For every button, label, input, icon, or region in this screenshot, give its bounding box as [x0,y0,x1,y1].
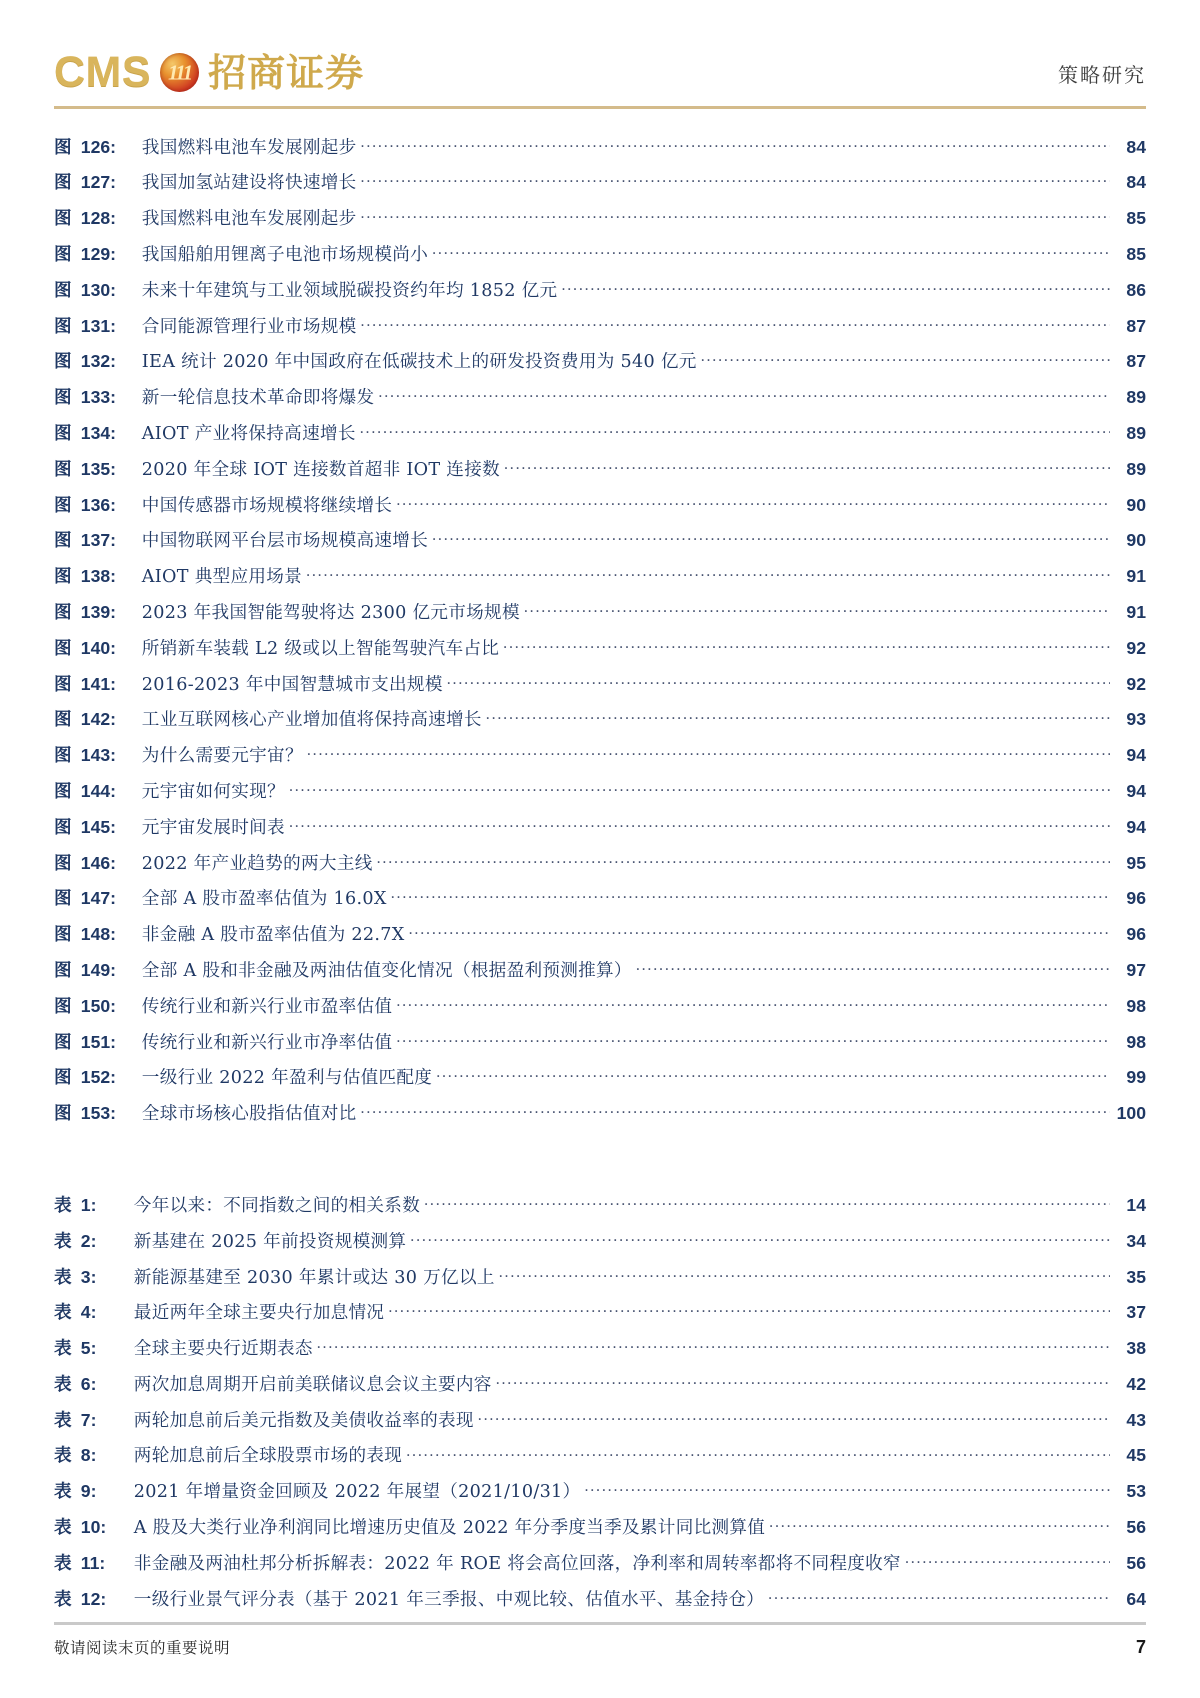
figure-list-entry-title: 工业互联网核心产业增加值将保持高速增长 [141,710,482,731]
dot-leader [378,386,1110,404]
table-list-entry-title: 新能源基建至 2030 年累计或达 30 万亿以上 [133,1267,495,1288]
table-list-entry-title: 2021 年增量资金回顾及 2022 年展望（2021/10/31） [133,1482,581,1503]
figure-list-entry-label: 图 [54,566,72,588]
table-list-entry-page-number: 42 [1126,1373,1146,1394]
table-list-entry-label: 表 [54,1517,72,1539]
figure-list-entry-page-number: 87 [1126,315,1146,336]
table-list-entry-label: 表 [54,1552,72,1574]
figure-list-entry-number: 128: [80,208,117,229]
brand-latin-text: CMS [54,48,152,96]
table-list-entry-label: 表 [54,1266,72,1288]
figure-list-entry-page-number: 96 [1126,924,1146,945]
figure-list-entry-number: 137: [80,530,117,551]
figure-list-entry-label: 图 [54,745,72,767]
dot-leader [410,1229,1110,1247]
figure-list-entry-title: 全部 A 股市盈率估值为 16.0X [141,889,387,910]
figure-list-entry-label: 图 [54,995,72,1017]
figure-list-entry-page-number: 91 [1126,601,1146,622]
table-list-entry-title: 最近两年全球主要央行加息情况 [133,1303,385,1324]
figure-list-entry-label: 图 [54,816,72,838]
table-list-entry-label: 表 [54,1230,72,1252]
figure-list-entry-label: 图 [54,959,72,981]
table-list-entry[interactable] [54,1587,1146,1623]
figure-list-entry-page-number: 90 [1126,494,1146,515]
figure-list-entry-label: 图 [54,601,72,623]
figure-list-entry[interactable] [54,386,1146,422]
figure-list-entry[interactable] [54,672,1146,708]
dot-leader [396,493,1110,511]
dot-leader [432,242,1110,260]
figure-list-entry-page-number: 87 [1126,351,1146,372]
table-list-entry-number: 1: [80,1194,97,1215]
figure-list-entry-page-number: 98 [1126,995,1146,1016]
figure-list-entry-number: 142: [80,709,117,730]
figure-list-entry-label: 图 [54,387,72,409]
dot-leader [701,350,1110,368]
figure-list-entry-number: 129: [80,243,117,264]
figure-list-entry-page-number: 84 [1126,172,1146,193]
figure-list-entry-label: 图 [54,530,72,552]
figure-list-entry-title: 2022 年产业趋势的两大主线 [141,853,373,874]
table-list-entry[interactable] [54,1229,1146,1265]
table-list-entry-page-number: 53 [1126,1481,1146,1502]
figure-list-entry-label: 图 [54,243,72,265]
dot-leader [361,207,1110,225]
table-list-entry-number: 6: [80,1373,97,1394]
table-list-entry-page-number: 56 [1126,1552,1146,1573]
figure-list-entry-number: 143: [80,745,117,766]
figure-list-entry-label: 图 [54,637,72,659]
dot-leader [396,1030,1110,1048]
figure-list-entry-number: 138: [80,566,117,587]
figure-list-entry-title: AIOT 产业将保持高速增长 [141,423,356,444]
figure-list-entry-page-number: 94 [1126,816,1146,837]
table-list-entry[interactable] [54,1551,1146,1587]
dot-leader [307,744,1110,762]
figure-list-entry-number: 132: [80,351,117,372]
table-list-entry-number: 8: [80,1445,97,1466]
figure-list-entry-label: 图 [54,279,72,301]
figure-list-entry-page-number: 97 [1126,959,1146,980]
figure-list-entry[interactable] [54,958,1146,994]
table-list-entry-label: 表 [54,1302,72,1324]
table-list-entry-number: 2: [80,1230,97,1251]
figure-list-section [54,135,1146,1137]
figure-list-entry-title: IEA 统计 2020 年中国政府在低碳技术上的研发投资费用为 540 亿元 [141,352,697,373]
figure-list-entry-page-number: 95 [1126,852,1146,873]
figure-list-entry-number: 141: [80,673,117,694]
figure-list-entry[interactable] [54,636,1146,672]
table-list-entry-title: 两轮加息前后美元指数及美债收益率的表现 [133,1410,474,1431]
figure-list-entry-page-number: 84 [1126,136,1146,157]
figure-list-entry-title: 我国船舶用锂离子电池市场规模尚小 [141,244,429,265]
figure-list-entry-title: AIOT 典型应用场景 [141,567,303,588]
figure-list-entry[interactable] [54,923,1146,959]
table-list-entry-page-number: 43 [1126,1409,1146,1430]
figure-list-entry-label: 图 [54,673,72,695]
figure-list-entry-label: 图 [54,172,72,194]
dot-leader [388,1301,1110,1319]
figure-list-entry-number: 144: [80,780,117,801]
table-list-entry-number: 5: [80,1338,97,1359]
table-list-entry-label: 表 [54,1409,72,1431]
figure-list-entry-page-number: 89 [1126,422,1146,443]
figure-list-entry[interactable] [54,207,1146,243]
figure-list-entry-number: 152: [80,1067,117,1088]
figure-list-entry-label: 图 [54,1103,72,1125]
table-list-entry[interactable] [54,1444,1146,1480]
figure-list-entry-page-number: 89 [1126,458,1146,479]
figure-list-entry[interactable] [54,1102,1146,1138]
figure-list-entry-page-number: 92 [1126,637,1146,658]
table-list-entry-title: 今年以来：不同指数之间的相关系数 [133,1195,421,1216]
figure-list-entry-number: 147: [80,888,117,909]
dot-leader [504,457,1110,475]
table-list-entry-title: 新基建在 2025 年前投资规模测算 [133,1231,407,1252]
brand-logo [54,48,365,98]
figure-list-entry[interactable] [54,851,1146,887]
figure-list-entry-number: 153: [80,1103,117,1124]
figure-list-entry-number: 133: [80,387,117,408]
figure-list-entry-title: 全部 A 股和非金融及两油估值变化情况（根据盈利预测推算） [141,960,632,981]
table-list-entry-page-number: 37 [1126,1302,1146,1323]
figure-list-entry-number: 130: [80,279,117,300]
header-divider [54,106,1146,109]
figure-list-entry-label: 图 [54,780,72,802]
figure-list-entry-title: 传统行业和新兴行业市盈率估值 [141,996,393,1017]
figure-list-entry-label: 图 [54,888,72,910]
figure-list-entry[interactable] [54,278,1146,314]
table-list-entry-label: 表 [54,1338,72,1360]
footer-note: 敬请阅读末页的重要说明 [54,1639,231,1657]
dot-leader [768,1587,1110,1605]
table-list-entry-page-number: 14 [1126,1194,1146,1215]
table-list-entry-title: A 股及大类行业净利润同比增速历史值及 2022 年分季度当季及累计同比测算值 [133,1518,766,1539]
figure-list-entry-label: 图 [54,852,72,874]
department-label: 策略研究 [1058,63,1146,87]
figure-list-entry-page-number: 96 [1126,888,1146,909]
table-list-entry[interactable] [54,1408,1146,1444]
figure-list-entry[interactable] [54,1066,1146,1102]
figure-list-entry[interactable] [54,421,1146,457]
table-list-entry-number: 11: [80,1552,106,1573]
table-list-entry-title: 一级行业景气评分表（基于 2021 年三季报、中观比较、估值水平、基金持仓） [133,1589,765,1610]
table-list-entry-label: 表 [54,1445,72,1467]
figure-list-entry-title: 合同能源管理行业市场规模 [141,316,357,337]
table-list-entry-page-number: 38 [1126,1338,1146,1359]
table-list-entry-number: 10: [80,1517,107,1538]
dot-leader [636,958,1110,976]
table-list-entry[interactable] [54,1337,1146,1373]
figure-list-entry-page-number: 90 [1126,530,1146,551]
figure-list-entry[interactable] [54,135,1146,171]
dot-leader [496,1372,1110,1390]
table-list-entry-title: 全球主要央行近期表态 [133,1339,313,1360]
figure-list-entry-title: 元宇宙发展时间表 [141,817,285,838]
dot-leader [361,314,1110,332]
figure-list-entry-number: 140: [80,637,117,658]
figure-list-entry-number: 135: [80,458,117,479]
figure-list-entry-label: 图 [54,1067,72,1089]
table-list-entry-number: 9: [80,1481,97,1502]
figure-list-entry-title: 中国传感器市场规模将继续增长 [141,495,393,516]
dot-leader [424,1193,1110,1211]
table-list-entry-number: 3: [80,1266,97,1287]
table-list-entry-title: 两次加息周期开启前美联储议息会议主要内容 [133,1374,492,1395]
dot-leader [447,672,1110,690]
dot-leader [406,1444,1110,1462]
figure-list-entry-number: 148: [80,924,117,945]
figure-list-entry-label: 图 [54,924,72,946]
table-list-section [54,1193,1146,1623]
dot-leader [503,636,1110,654]
figure-list-entry-number: 136: [80,494,117,515]
table-list-entry-page-number: 34 [1126,1230,1146,1251]
dot-leader [306,565,1110,583]
figure-list-entry-number: 149: [80,959,117,980]
figure-list-entry[interactable] [54,1030,1146,1066]
figure-list-entry-page-number: 91 [1126,566,1146,587]
figure-list-entry-page-number: 99 [1126,1067,1146,1088]
dot-leader [396,994,1110,1012]
figure-list-entry[interactable] [54,350,1146,386]
table-list-entry-title: 非金融及两油杜邦分析拆解表：2022 年 ROE 将会高位回落，净利率和周转率都将不同程度收窄 [133,1553,901,1574]
figure-list-entry-title: 中国物联网平台层市场规模高速增长 [141,531,429,552]
dot-leader [524,600,1110,618]
figure-list-entry-number: 131: [80,315,117,336]
dot-leader [486,708,1110,726]
figure-list-entry-number: 146: [80,852,117,873]
table-list-entry-number: 7: [80,1409,97,1430]
figure-list-entry-title: 2016-2023 年中国智慧城市支出规模 [141,674,443,695]
dot-leader [409,923,1110,941]
table-list-entry-label: 表 [54,1481,72,1503]
dot-leader [317,1337,1110,1355]
figure-list-entry-title: 元宇宙如何实现？ [141,781,285,802]
figure-list-entry-page-number: 98 [1126,1031,1146,1052]
figure-list-entry-label: 图 [54,208,72,230]
table-list-entry[interactable] [54,1193,1146,1229]
table-list-entry-page-number: 45 [1126,1445,1146,1466]
figure-list-entry-title: 一级行业 2022 年盈利与估值匹配度 [141,1068,433,1089]
figure-list-entry-number: 139: [80,601,117,622]
table-list-entry-number: 12: [80,1588,107,1609]
figure-list-entry[interactable] [54,565,1146,601]
figure-list-entry[interactable] [54,529,1146,565]
table-list-entry-label: 表 [54,1588,72,1610]
figure-list-entry-label: 图 [54,709,72,731]
figure-list-entry-label: 图 [54,422,72,444]
figure-list-entry-page-number: 89 [1126,387,1146,408]
figure-list-entry-title: 非金融 A 股市盈率估值为 22.7X [141,925,405,946]
figure-list-entry-page-number: 92 [1126,673,1146,694]
table-list-entry-page-number: 64 [1126,1588,1146,1609]
figure-list-entry-page-number: 94 [1126,745,1146,766]
dot-leader [478,1408,1110,1426]
figure-list-entry-title: 所销新车装载 L2 级或以上智能驾驶汽车占比 [141,638,500,659]
figure-list-entry-page-number: 86 [1126,279,1146,300]
dot-leader [769,1515,1110,1533]
figure-list-entry-label: 图 [54,136,72,158]
dot-leader [360,421,1110,439]
brand-chinese-text: 招商证券 [208,49,365,95]
table-list-entry-label: 表 [54,1194,72,1216]
table-list-entry-title: 两轮加息前后全球股票市场的表现 [133,1446,403,1467]
figure-list-entry[interactable] [54,314,1146,350]
figure-list-entry-label: 图 [54,315,72,337]
figure-list-entry-page-number: 93 [1126,709,1146,730]
figure-list-entry[interactable] [54,994,1146,1030]
figure-list-entry-title: 全球市场核心股指估值对比 [141,1104,357,1125]
figure-list-entry-title: 我国燃料电池车发展刚起步 [141,137,357,158]
dot-leader [289,815,1110,833]
figure-list-entry-number: 127: [80,172,117,193]
figure-list-entry[interactable] [54,242,1146,278]
figure-list-entry[interactable] [54,779,1146,815]
figure-list-entry-page-number: 100 [1116,1103,1146,1124]
table-list-entry[interactable] [54,1515,1146,1551]
figure-list-entry-title: 为什么需要元宇宙？ [141,746,303,767]
figure-list-entry-page-number: 85 [1126,208,1146,229]
page-header [54,0,1146,98]
table-list-entry-number: 4: [80,1302,97,1323]
figure-list-entry[interactable] [54,708,1146,744]
table-list-entry-label: 表 [54,1373,72,1395]
dot-leader [499,1265,1110,1283]
figure-list-entry-number: 150: [80,995,117,1016]
dot-leader [436,1066,1110,1084]
figure-list-entry[interactable] [54,493,1146,529]
table-list-entry[interactable] [54,1301,1146,1337]
dot-leader [361,171,1110,189]
figure-list-entry-title: 我国加氢站建设将快速增长 [141,173,357,194]
figure-list-entry-label: 图 [54,1031,72,1053]
figure-list-entry-label: 图 [54,494,72,516]
cms-seal-icon [160,53,199,92]
dot-leader [361,1102,1110,1120]
figure-list-entry-page-number: 94 [1126,780,1146,801]
figure-list-entry-label: 图 [54,458,72,480]
figure-list-entry-title: 新一轮信息技术革命即将爆发 [141,388,375,409]
table-list-entry-page-number: 56 [1126,1517,1146,1538]
figure-list-entry-title: 未来十年建筑与工业领域脱碳投资约年均 1852 亿元 [141,280,558,301]
figure-list-entry-title: 我国燃料电池车发展刚起步 [141,209,357,230]
seal-glyph: 111 [167,60,192,84]
table-list-entry[interactable] [54,1372,1146,1408]
figure-list-entry-number: 126: [80,136,117,157]
dot-leader [361,135,1110,153]
figure-list-entry-number: 134: [80,422,117,443]
dot-leader [432,529,1110,547]
table-list-entry-page-number: 35 [1126,1266,1146,1287]
dot-leader [561,278,1110,296]
figure-list-entry-page-number: 85 [1126,243,1146,264]
dot-leader [584,1480,1110,1498]
figure-list-entry-title: 2020 年全球 IOT 连接数首超非 IOT 连接数 [141,459,500,480]
table-list-entry[interactable] [54,1265,1146,1301]
footer-divider [54,1622,1146,1625]
table-list-entry[interactable] [54,1480,1146,1516]
dot-leader [289,779,1110,797]
dot-leader [377,851,1110,869]
figure-list-entry[interactable] [54,744,1146,780]
figure-list-entry[interactable] [54,457,1146,493]
figure-list-entry-number: 145: [80,816,117,837]
table-of-contents [54,135,1146,1623]
figure-list-entry-title: 2023 年我国智能驾驶将达 2300 亿元市场规模 [141,602,520,623]
figure-list-entry[interactable] [54,171,1146,207]
figure-list-entry-title: 传统行业和新兴行业市净率估值 [141,1032,393,1053]
figure-list-entry[interactable] [54,815,1146,851]
dot-leader [391,887,1110,905]
figure-list-entry-number: 151: [80,1031,117,1052]
figure-list-entry[interactable] [54,887,1146,923]
figure-list-entry-label: 图 [54,351,72,373]
page-footer [54,1622,1146,1658]
dot-leader [905,1551,1110,1569]
footer-page-number: 7 [1135,1637,1146,1657]
figure-list-entry[interactable] [54,600,1146,636]
